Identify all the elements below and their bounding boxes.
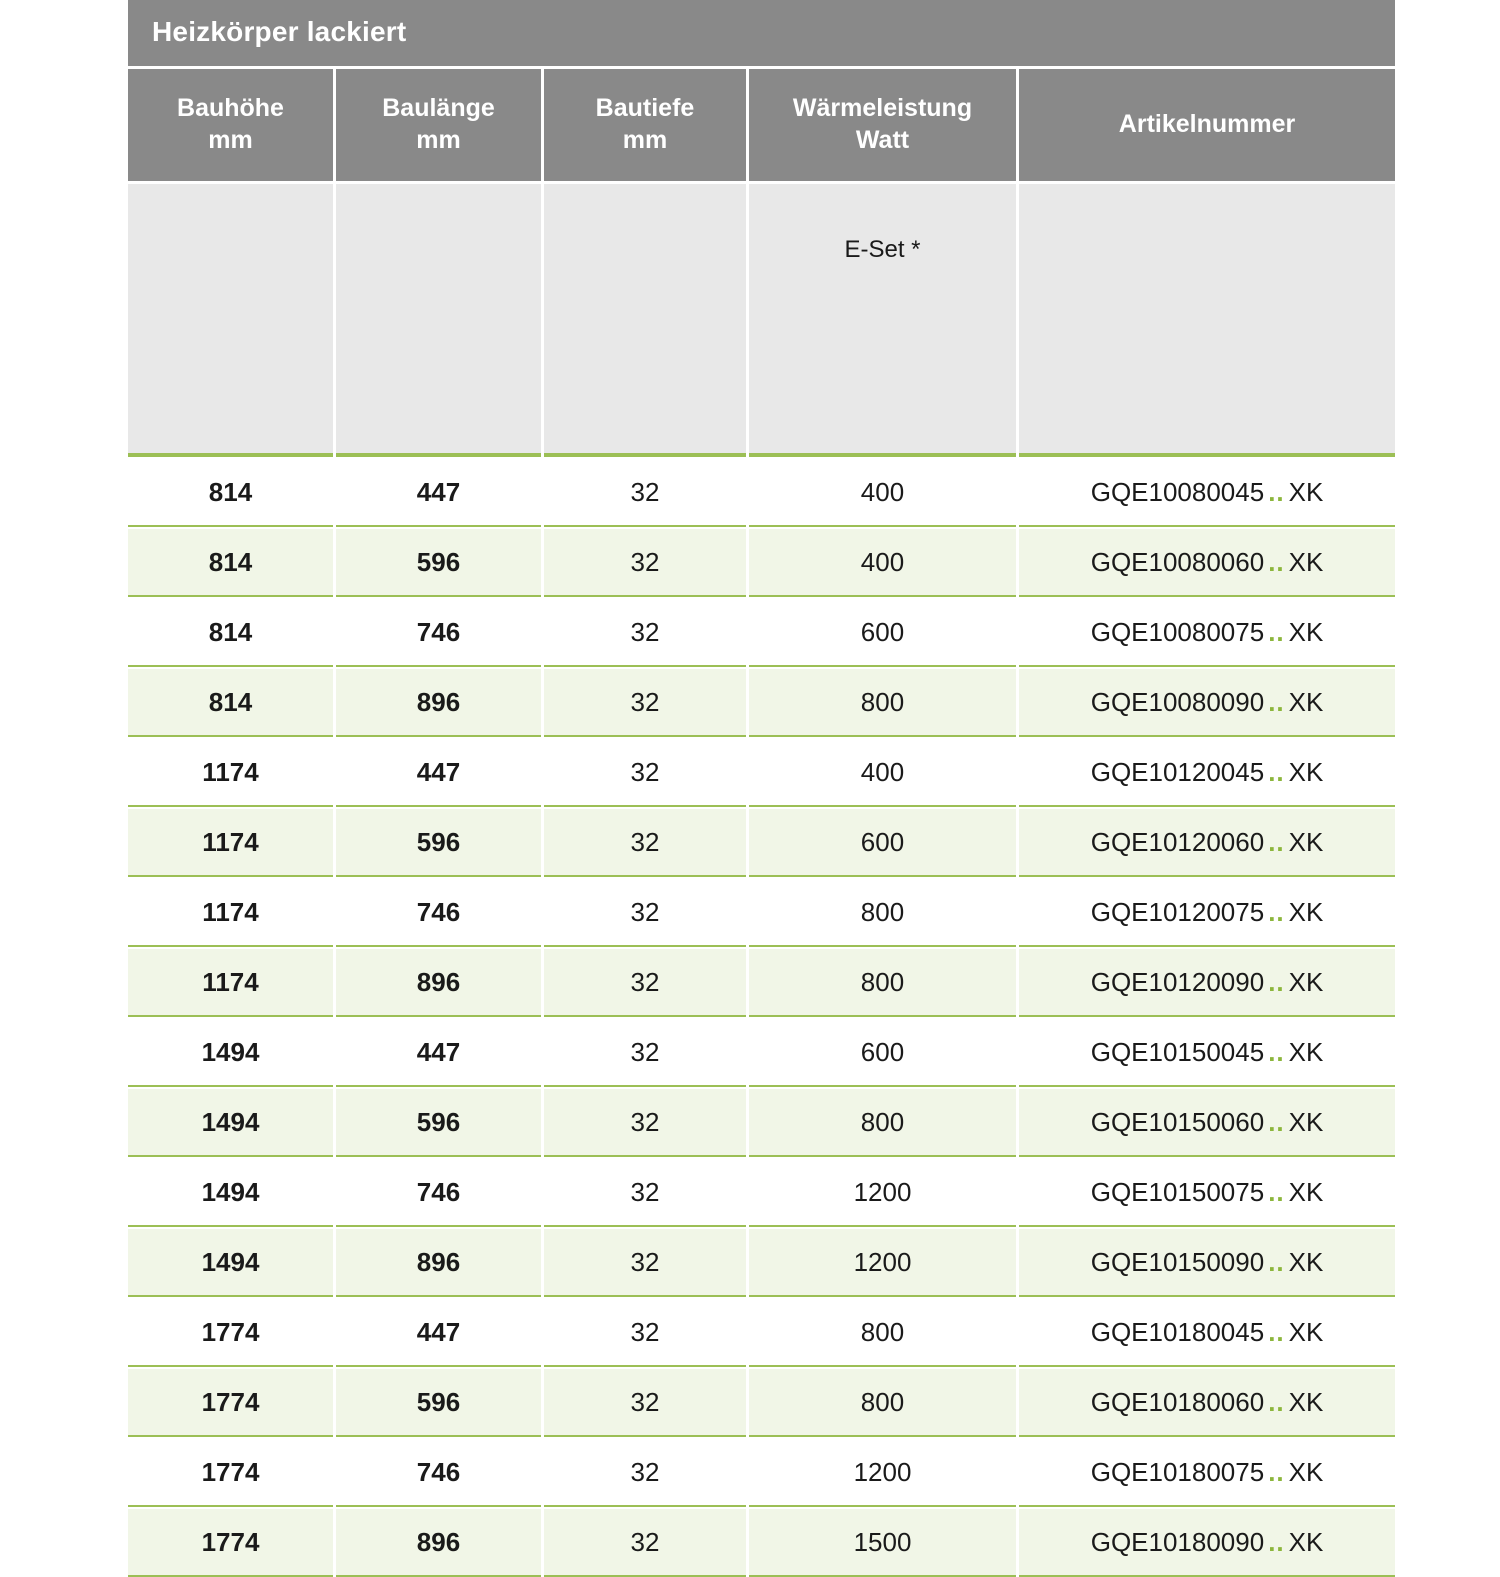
artikelnummer-suffix: XK xyxy=(1288,826,1324,857)
table-row xyxy=(128,1437,1395,1507)
subheader-cell-baulaenge xyxy=(336,181,541,457)
table-title-row xyxy=(128,0,1395,66)
artikelnummer-prefix: GQE10120090 xyxy=(1090,966,1265,997)
artikelnummer-suffix: XK xyxy=(1288,1106,1324,1137)
table-subheader-row xyxy=(128,181,1395,457)
cell-artikelnummer xyxy=(1019,1437,1395,1507)
table-row xyxy=(128,457,1395,527)
cell-artikelnummer xyxy=(1019,1297,1395,1367)
cell-bauhoehe: 1774 xyxy=(128,1507,333,1577)
cell-bauhoehe: 1174 xyxy=(128,737,333,807)
cell-bautiefe: 32 xyxy=(544,1507,746,1577)
cell-bauhoehe: 1174 xyxy=(128,807,333,877)
cell-watt: 800 xyxy=(749,1087,1016,1157)
cell-artikelnummer xyxy=(1019,877,1395,947)
table-row xyxy=(128,1157,1395,1227)
cell-watt: 400 xyxy=(749,527,1016,597)
artikelnummer-prefix: GQE10080090 xyxy=(1090,686,1265,717)
column-header-waermeleistung xyxy=(749,66,1016,181)
cell-watt: 800 xyxy=(749,1367,1016,1437)
table-row xyxy=(128,597,1395,667)
cell-baulaenge: 596 xyxy=(336,527,541,597)
artikelnummer-variant-dots: .. xyxy=(1268,1106,1285,1137)
artikelnummer-prefix: GQE10080060 xyxy=(1090,546,1265,577)
table-row xyxy=(128,527,1395,597)
cell-baulaenge: 447 xyxy=(336,457,541,527)
artikelnummer-variant-dots: .. xyxy=(1268,546,1285,577)
cell-bautiefe: 32 xyxy=(544,457,746,527)
product-spec-table xyxy=(125,0,1398,1577)
artikelnummer-variant-dots: .. xyxy=(1268,616,1285,647)
column-header-baulaenge-unit: mm xyxy=(416,126,461,154)
column-header-baulaenge xyxy=(336,66,541,181)
artikelnummer-variant-dots: .. xyxy=(1268,476,1285,507)
cell-watt: 400 xyxy=(749,457,1016,527)
subheader-cell-artikelnummer xyxy=(1019,181,1395,457)
cell-artikelnummer xyxy=(1019,667,1395,737)
cell-artikelnummer xyxy=(1019,947,1395,1017)
cell-artikelnummer xyxy=(1019,457,1395,527)
table-row xyxy=(128,1017,1395,1087)
table-row xyxy=(128,1367,1395,1437)
table-row xyxy=(128,737,1395,807)
artikelnummer-prefix: GQE10150060 xyxy=(1090,1106,1265,1137)
artikelnummer-prefix: GQE10120060 xyxy=(1090,826,1265,857)
column-header-waermeleistung-unit: Watt xyxy=(855,126,910,154)
artikelnummer-suffix: XK xyxy=(1288,1456,1324,1487)
cell-bautiefe: 32 xyxy=(544,1157,746,1227)
cell-artikelnummer xyxy=(1019,1087,1395,1157)
cell-artikelnummer xyxy=(1019,527,1395,597)
cell-bautiefe: 32 xyxy=(544,947,746,1017)
cell-bautiefe: 32 xyxy=(544,597,746,667)
cell-bauhoehe: 1774 xyxy=(128,1297,333,1367)
cell-bauhoehe: 1774 xyxy=(128,1437,333,1507)
table-title: Heizkörper lackiert xyxy=(128,0,1395,66)
cell-bauhoehe: 1174 xyxy=(128,877,333,947)
artikelnummer-suffix: XK xyxy=(1288,616,1324,647)
cell-watt: 800 xyxy=(749,667,1016,737)
cell-bauhoehe: 1494 xyxy=(128,1017,333,1087)
subheader-cell-eset: E-Set * xyxy=(749,181,1016,457)
artikelnummer-suffix: XK xyxy=(1288,1386,1324,1417)
cell-artikelnummer xyxy=(1019,597,1395,667)
cell-bautiefe: 32 xyxy=(544,527,746,597)
cell-watt: 600 xyxy=(749,1017,1016,1087)
artikelnummer-prefix: GQE10120045 xyxy=(1090,756,1265,787)
cell-bauhoehe: 1494 xyxy=(128,1087,333,1157)
cell-bauhoehe: 814 xyxy=(128,457,333,527)
artikelnummer-suffix: XK xyxy=(1288,756,1324,787)
table-header-row xyxy=(128,66,1395,181)
artikelnummer-suffix: XK xyxy=(1288,1246,1324,1277)
artikelnummer-variant-dots: .. xyxy=(1268,1246,1285,1277)
artikelnummer-prefix: GQE10080045 xyxy=(1090,476,1265,507)
cell-artikelnummer xyxy=(1019,737,1395,807)
cell-baulaenge: 746 xyxy=(336,877,541,947)
cell-baulaenge: 596 xyxy=(336,1087,541,1157)
artikelnummer-prefix: GQE10150045 xyxy=(1090,1036,1265,1067)
cell-bauhoehe: 814 xyxy=(128,667,333,737)
cell-baulaenge: 447 xyxy=(336,1297,541,1367)
table-row xyxy=(128,807,1395,877)
cell-watt: 800 xyxy=(749,947,1016,1017)
cell-artikelnummer xyxy=(1019,1227,1395,1297)
cell-bautiefe: 32 xyxy=(544,1227,746,1297)
cell-artikelnummer xyxy=(1019,1157,1395,1227)
table-row xyxy=(128,667,1395,737)
cell-bautiefe: 32 xyxy=(544,737,746,807)
cell-bautiefe: 32 xyxy=(544,1437,746,1507)
table-row xyxy=(128,1507,1395,1577)
cell-baulaenge: 896 xyxy=(336,947,541,1017)
artikelnummer-variant-dots: .. xyxy=(1268,1526,1285,1557)
column-header-bautiefe-unit: mm xyxy=(622,126,668,154)
table-row xyxy=(128,1297,1395,1367)
cell-bauhoehe: 1174 xyxy=(128,947,333,1017)
cell-watt: 600 xyxy=(749,807,1016,877)
cell-baulaenge: 746 xyxy=(336,1437,541,1507)
artikelnummer-prefix: GQE10180075 xyxy=(1090,1456,1265,1487)
table-row xyxy=(128,947,1395,1017)
cell-artikelnummer xyxy=(1019,1367,1395,1437)
column-header-baulaenge-label: Baulänge xyxy=(382,94,495,122)
column-header-bauhoehe-label: Bauhöhe xyxy=(177,94,284,122)
artikelnummer-variant-dots: .. xyxy=(1268,1456,1285,1487)
artikelnummer-suffix: XK xyxy=(1288,896,1324,927)
table-row xyxy=(128,877,1395,947)
artikelnummer-prefix: GQE10150090 xyxy=(1090,1246,1265,1277)
cell-bautiefe: 32 xyxy=(544,667,746,737)
cell-bauhoehe: 814 xyxy=(128,527,333,597)
artikelnummer-variant-dots: .. xyxy=(1268,1316,1285,1347)
cell-baulaenge: 447 xyxy=(336,737,541,807)
cell-watt: 600 xyxy=(749,597,1016,667)
artikelnummer-prefix: GQE10180045 xyxy=(1090,1316,1265,1347)
table-row xyxy=(128,1227,1395,1297)
cell-bautiefe: 32 xyxy=(544,1367,746,1437)
cell-baulaenge: 596 xyxy=(336,807,541,877)
artikelnummer-variant-dots: .. xyxy=(1268,756,1285,787)
cell-baulaenge: 596 xyxy=(336,1367,541,1437)
cell-watt: 400 xyxy=(749,737,1016,807)
artikelnummer-prefix: GQE10180060 xyxy=(1090,1386,1265,1417)
cell-bauhoehe: 1494 xyxy=(128,1227,333,1297)
cell-baulaenge: 896 xyxy=(336,667,541,737)
artikelnummer-variant-dots: .. xyxy=(1268,966,1285,997)
artikelnummer-suffix: XK xyxy=(1288,1036,1324,1067)
cell-watt: 1200 xyxy=(749,1227,1016,1297)
artikelnummer-variant-dots: .. xyxy=(1268,1036,1285,1067)
artikelnummer-variant-dots: .. xyxy=(1268,1176,1285,1207)
cell-baulaenge: 746 xyxy=(336,597,541,667)
cell-bauhoehe: 1494 xyxy=(128,1157,333,1227)
artikelnummer-variant-dots: .. xyxy=(1268,686,1285,717)
cell-watt: 800 xyxy=(749,1297,1016,1367)
artikelnummer-variant-dots: .. xyxy=(1268,896,1285,927)
column-header-bautiefe xyxy=(544,66,746,181)
column-header-artikelnummer-label: Artikelnummer xyxy=(1118,110,1296,138)
cell-bautiefe: 32 xyxy=(544,1297,746,1367)
cell-artikelnummer xyxy=(1019,1507,1395,1577)
cell-bauhoehe: 1774 xyxy=(128,1367,333,1437)
cell-baulaenge: 746 xyxy=(336,1157,541,1227)
subheader-cell-bauhoehe xyxy=(128,181,333,457)
cell-watt: 800 xyxy=(749,877,1016,947)
column-header-waermeleistung-label: Wärmeleistung xyxy=(792,94,973,122)
table-row xyxy=(128,1087,1395,1157)
artikelnummer-prefix: GQE10180090 xyxy=(1090,1526,1265,1557)
column-header-bautiefe-label: Bautiefe xyxy=(595,94,695,122)
artikelnummer-suffix: XK xyxy=(1288,476,1324,507)
table-body xyxy=(128,457,1395,1577)
artikelnummer-suffix: XK xyxy=(1288,546,1324,577)
cell-bautiefe: 32 xyxy=(544,1017,746,1087)
cell-baulaenge: 896 xyxy=(336,1507,541,1577)
artikelnummer-variant-dots: .. xyxy=(1268,826,1285,857)
artikelnummer-suffix: XK xyxy=(1288,686,1324,717)
cell-watt: 1500 xyxy=(749,1507,1016,1577)
artikelnummer-prefix: GQE10150075 xyxy=(1090,1176,1265,1207)
cell-baulaenge: 896 xyxy=(336,1227,541,1297)
artikelnummer-suffix: XK xyxy=(1288,1176,1324,1207)
artikelnummer-prefix: GQE10120075 xyxy=(1090,896,1265,927)
artikelnummer-prefix: GQE10080075 xyxy=(1090,616,1265,647)
cell-watt: 1200 xyxy=(749,1157,1016,1227)
artikelnummer-variant-dots: .. xyxy=(1268,1386,1285,1417)
cell-artikelnummer xyxy=(1019,1017,1395,1087)
cell-bauhoehe: 814 xyxy=(128,597,333,667)
cell-watt: 1200 xyxy=(749,1437,1016,1507)
column-header-artikelnummer xyxy=(1019,66,1395,181)
cell-bautiefe: 32 xyxy=(544,1087,746,1157)
column-header-bauhoehe xyxy=(128,66,333,181)
artikelnummer-suffix: XK xyxy=(1288,1316,1324,1347)
cell-bautiefe: 32 xyxy=(544,807,746,877)
subheader-cell-bautiefe xyxy=(544,181,746,457)
artikelnummer-suffix: XK xyxy=(1288,966,1324,997)
artikelnummer-suffix: XK xyxy=(1288,1526,1324,1557)
cell-artikelnummer xyxy=(1019,807,1395,877)
cell-baulaenge: 447 xyxy=(336,1017,541,1087)
cell-bautiefe: 32 xyxy=(544,877,746,947)
column-header-bauhoehe-unit: mm xyxy=(208,126,253,154)
